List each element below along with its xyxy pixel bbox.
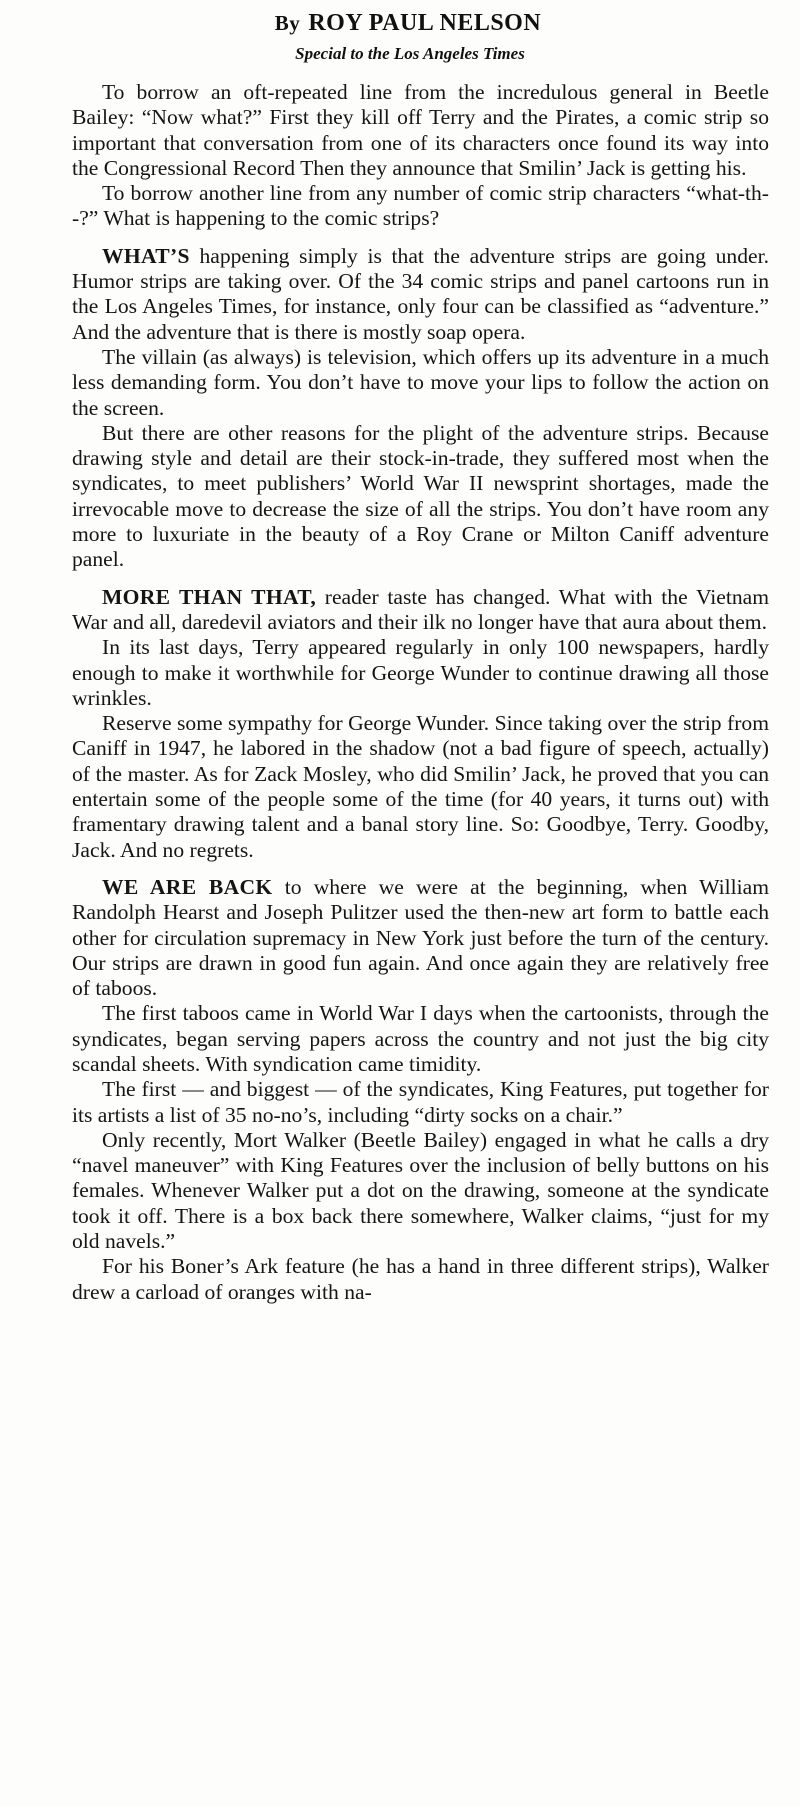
article-paragraph: The first taboos came in World War I days when the cartoonists, through the syndicates, began serving papers across the country and not just the big city scandal sheets. With syndication came timidity.: [72, 1001, 769, 1076]
article-paragraph: For his Boner’s Ark feature (he has a hand in three different strips), Walker drew a carload of oranges with na-: [72, 1254, 769, 1304]
article-paragraph: MORE THAN THAT, reader taste has changed. What with the Vietnam War and all, daredevil aviators and their ilk no longer have that aura about them.: [72, 584, 770, 634]
byline-credit: Special to the Los Angeles Times: [295, 44, 525, 63]
article-paragraph: To borrow another line from any number of comic strip characters “what-th--?” What is happening to the comic strips?: [72, 181, 769, 231]
article-paragraph: WE ARE BACK to where we were at the beginning, when William Randolph Hearst and Joseph Pulitzer used the then-new art form to battle each other for circulation supremacy in New York just before the turn of the century. Our strips are drawn in good fun again. And once again they are relatively free of taboos.: [72, 874, 769, 1001]
article-paragraph: Reserve some sympathy for George Wunder. Since taking over the strip from Caniff in 1947, he labored in the shadow (not a bad figure of speech, actually) of the master. As for Zack Mosley, who did Smilin’ Jack, he proved that you can entertain some of the people some of the time (for 40 years, it turns out) with framentary drawing talent and a banal story line. So: Goodbye, Terry. Goodby, Jack. And no regrets.: [72, 711, 769, 862]
byline-prefix: By: [274, 11, 301, 35]
article-paragraph: WHAT’S happening simply is that the adventure strips are going under. Humor strips are taking over. Of the 34 comic strips and panel cartoons run in the Los Angeles Times, for instance, only four can be classified as “adventure.” And the adventure that is there is mostly soap opera.: [72, 243, 769, 344]
article-paragraph: Only recently, Mort Walker (Beetle Bailey) engaged in what he calls a dry “navel maneuver” with King Features over the inclusion of belly buttons on his females. Whenever Walker put a dot on the drawing, someone at the syndicate took it off. There is a box back there somewhere, Walker claims, “just for my old navels.”: [72, 1127, 769, 1254]
author-name: ROY PAUL NELSON: [308, 10, 542, 36]
article-paragraph: The villain (as always) is television, which offers up its adventure in a much less demanding form. You don’t have to move your lips to follow the action on the screen.: [72, 344, 769, 420]
article-paragraph: In its last days, Terry appeared regularly in only 100 newspapers, hardly enough to make it worthwhile for George Wunder to continue drawing all those wrinkles.: [72, 635, 769, 710]
section-lead: WHAT’S: [102, 243, 190, 268]
article-paragraph: To borrow an oft-repeated line from the incredulous general in Beetle Bailey: “Now what?” First they kill off Terry and the Pirates, a comic strip so important that conversation from one of its characters once found its way into the Congressional Record Then they announce that Smilin’ Jack is getting his.: [72, 80, 769, 180]
section-lead: MORE THAN THAT,: [102, 584, 317, 609]
article-paragraph: The first — and biggest — of the syndicates, King Features, put together for its artists a list of 35 no-no’s, including “dirty socks on a chair.”: [72, 1077, 769, 1127]
article-body: [72, 80, 769, 1305]
section-lead: WE ARE BACK: [102, 874, 273, 899]
article-paragraph: But there are other reasons for the plight of the adventure strips. Because drawing style and detail are their stock-in-trade, they suffered most when the syndicates, to meet publishers’ World War II newsprint shortages, made the irrevocable move to decrease the size of all the strips. You don’t have room any more to luxuriate in the beauty of a Roy Crane or Milton Caniff adventure panel.: [72, 420, 769, 572]
byline-author: [8, 10, 800, 37]
